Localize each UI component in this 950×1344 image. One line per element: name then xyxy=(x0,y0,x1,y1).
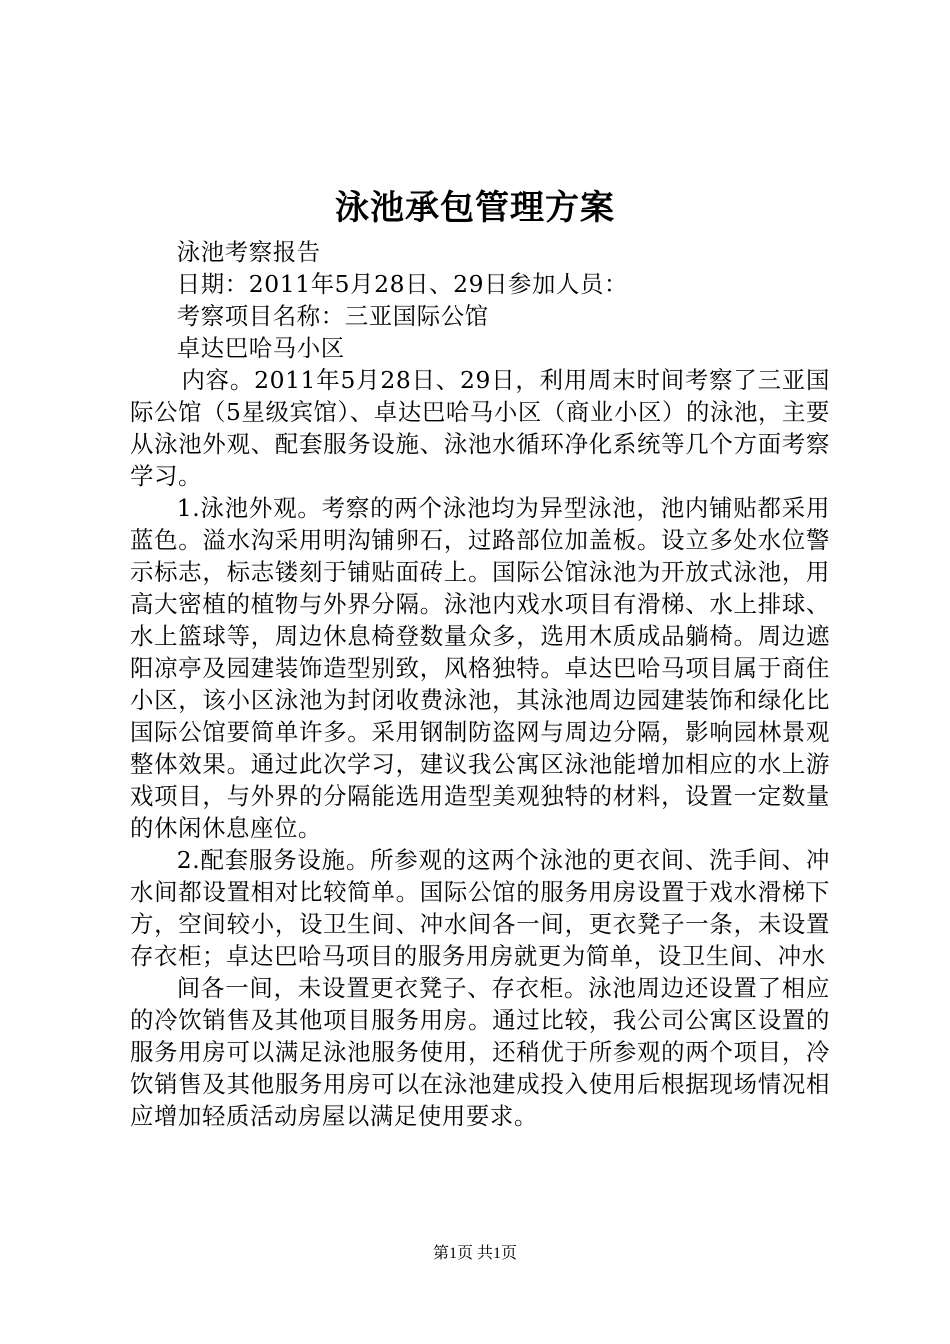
paragraph-date: 日期：2011年5月28日、29日参加人员： xyxy=(176,270,629,298)
paragraph-project-name: 考察项目名称：三亚国际公馆 xyxy=(176,302,489,330)
document-title: 泳池承包管理方案 xyxy=(335,188,615,228)
document-body xyxy=(130,236,830,1132)
paragraph-pool-exterior: 1.泳池外观。考察的两个泳池均为异型泳池，池内铺贴都采用蓝色。溢水沟采用明沟铺卵石，过路部位加盖板。设立多处水位警示标志，标志镂刻于铺贴面砖上。国际公馆泳池为开放式泳池，用高大密植的植物与外界分隔。泳池内戏水项目有滑梯、水上排球、水上篮球等，周边休息椅登数量众多，选用木质成品躺椅。周边遮阳凉亭及园建装饰造型别致，风格独特。卓达巴哈马项目属于商住小区，该小区泳池为封闭收费泳池，其泳池周边园建装饰和绿化比国际公馆要简单许多。采用钢制防盗网与周边分隔，影响园林景观整体效果。通过此次学习，建议我公寓区泳池能增加相应的水上游戏项目，与外界的分隔能选用造型美观独特的材料，设置一定数量的休闲休息座位。 xyxy=(130,494,830,842)
paragraph-service-facilities: 2.配套服务设施。所参观的这两个泳池的更衣间、洗手间、冲水间都设置相对比较简单。国际公馆的服务用房设置于戏水滑梯下方，空间较小，设卫生间、冲水间各一间，更衣凳子一条，未设置存衣柜；卓达巴哈马项目的服务用房就更为简单，设卫生间、冲水 xyxy=(130,846,830,970)
paragraph-service-facilities-continued: 间各一间，未设置更衣凳子、存衣柜。泳池周边还设置了相应的冷饮销售及其他项目服务用房。通过比较，我公司公寓区设置的服务用房可以满足泳池服务使用，还稍优于所参观的两个项目，冷饮销售及其他服务用房可以在泳池建成投入使用后根据现场情况相应增加轻质活动房屋以满足使用要求。 xyxy=(130,974,830,1130)
page-number: 第1页 共1页 xyxy=(432,1245,517,1262)
paragraph-project-second: 卓达巴哈马小区 xyxy=(176,334,345,362)
paragraph-report-heading: 泳池考察报告 xyxy=(176,238,321,266)
paragraph-content-intro: 内容。2011年5月28日、29日，利用周末时间考察了三亚国际公馆（5星级宾馆）、卓达巴哈马小区（商业小区）的泳池，主要从泳池外观、配套服务设施、泳池水循环净化系统等几个方面考察学习。 xyxy=(130,366,830,490)
